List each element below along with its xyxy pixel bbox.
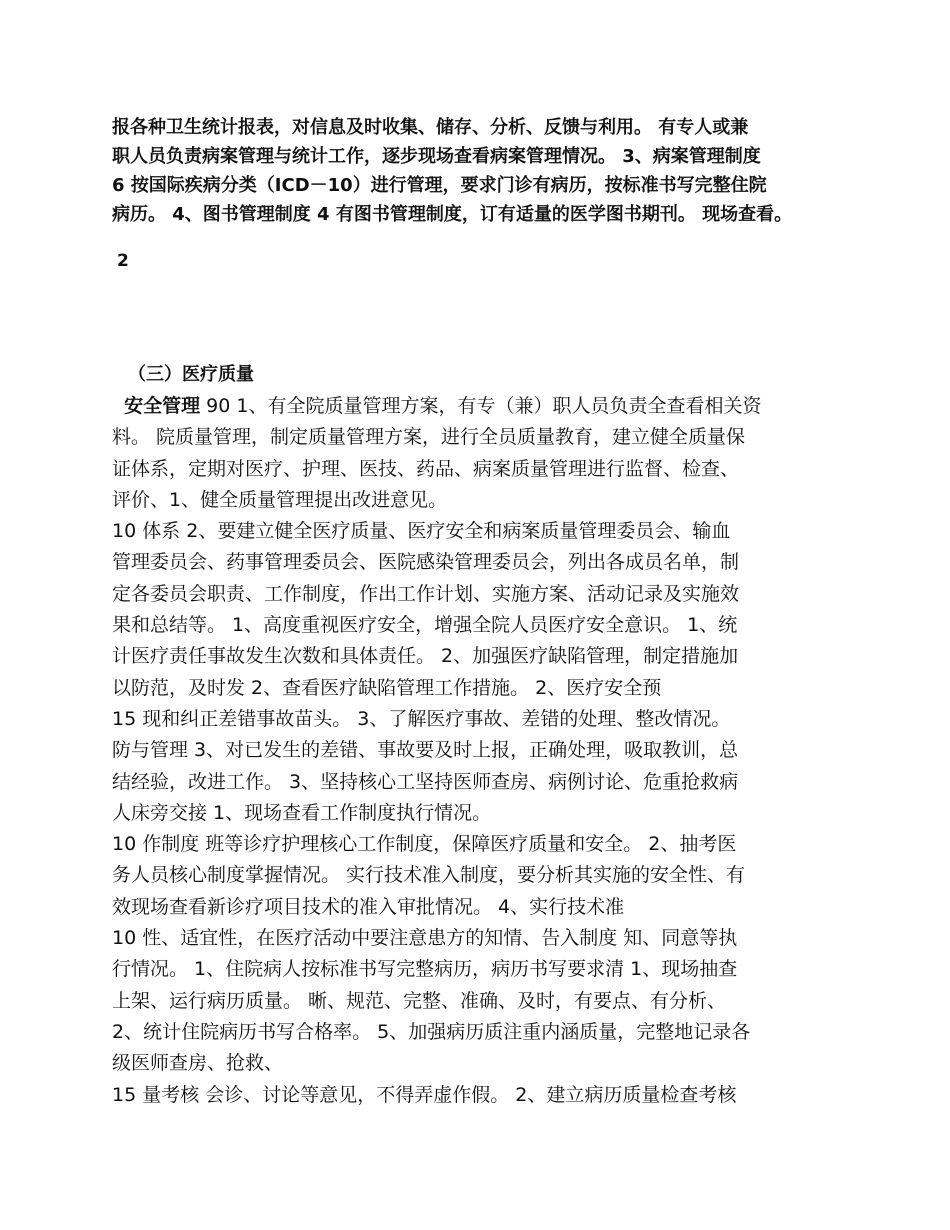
text-line: 10 体系 2、要建立健全医疗质量、医疗安全和病案质量管理委员会、输血 — [112, 520, 731, 543]
text-line: 2、统计住院病历书写合格率。 5、加强病历质注重内涵质量，完整地记录各 — [112, 1020, 751, 1043]
text-line: 10 性、适宜性，在医疗活动中要注意患方的知情、告入制度 知、同意等执 — [112, 927, 738, 950]
text-line: 上架、运行病历质量。 晰、规范、完整、准确、及时，有要点、有分析、 — [112, 989, 727, 1012]
text-line: 职人员负责病案管理与统计工作，逐步现场查看病案管理情况。 3、病案管理制度 — [112, 146, 761, 167]
text-line: 10 作制度 班等诊疗护理核心工作制度，保障医疗质量和安全。 2、抽考医 — [112, 833, 737, 856]
text-line — [112, 391, 847, 422]
text-line: 行情况。 1、住院病人按标准书写完整病历，病历书写要求清 1、现场抽查 — [112, 958, 738, 981]
body-paragraph — [112, 391, 847, 1111]
text-line: 级医师查房、抢救、 — [112, 1052, 284, 1075]
section-title: （三）医疗质量 — [128, 364, 254, 385]
text-line: 报各种卫生统计报表，对信息及时收集、储存、分析、反馈与利用。 有专人或兼 — [112, 117, 749, 138]
page-number: 2 — [117, 251, 129, 271]
text-line: 管理委员会、药事管理委员会、医院感染管理委员会，列出各成员名单，制 — [112, 551, 740, 574]
text-line: 务人员核心制度掌握情况。 实行技术准入制度，要分析其实施的安全性、有 — [112, 864, 746, 887]
text-line: 料。 院质量管理，制定质量管理方案，进行全员质量教育，建立健全质量保 — [112, 426, 746, 449]
text-line: 6 按国际疾病分类（ICD－10）进行管理，要求门诊有病历，按标准书写完整住院 — [112, 175, 767, 196]
text-line: 15 现和纠正差错事故苗头。 3、了解医疗事故、差错的处理、整改情况。 — [112, 707, 731, 730]
text-line: 结经验，改进工作。 3、坚持核心工坚持医师查房、病例讨论、危重抢救病 — [112, 770, 739, 793]
text-line: 15 量考核 会诊、讨论等意见，不得弄虚作假。 2、建立病历质量检查考核 — [112, 1083, 737, 1106]
text-line: 定各委员会职责、工作制度，作出工作计划、实施方案、活动记录及实施效 — [112, 582, 740, 605]
text-line: 计医疗责任事故发生次数和具体责任。 2、加强医疗缺陷管理，制定措施加 — [112, 645, 739, 668]
text-line: 以防范，及时发 2、查看医疗缺陷管理工作措施。 2、医疗安全预 — [112, 676, 662, 699]
text-line: 人床旁交接 1、现场查看工作制度执行情况。 — [112, 801, 492, 824]
text-line: 效现场查看新诊疗项目技术的准入审批情况。 4、实行技术准 — [112, 895, 625, 918]
text-line: 病历。 4、图书管理制度 4 有图书管理制度，订有适量的医学图书期刊。 现场查看。 — [112, 204, 793, 225]
text-line: 防与管理 3、对已发生的差错、事故要及时上报，正确处理，吸取教训，总 — [112, 739, 739, 762]
text-line: 评价、1、健全质量管理提出改进意见。 — [112, 488, 448, 511]
top-paragraph — [112, 113, 857, 229]
text-line: 证体系，定期对医疗、护理、医技、药品、病案质量管理进行监督、检查、 — [112, 457, 740, 480]
row-label: 安全管理 — [124, 395, 201, 417]
text-line: 果和总结等。 1、高度重视医疗安全，增强全院人员医疗安全意识。 1、统 — [112, 614, 738, 637]
text-segment: 90 1、有全院质量管理方案，有专（兼）职人员负责全查看相关资 — [200, 395, 762, 417]
